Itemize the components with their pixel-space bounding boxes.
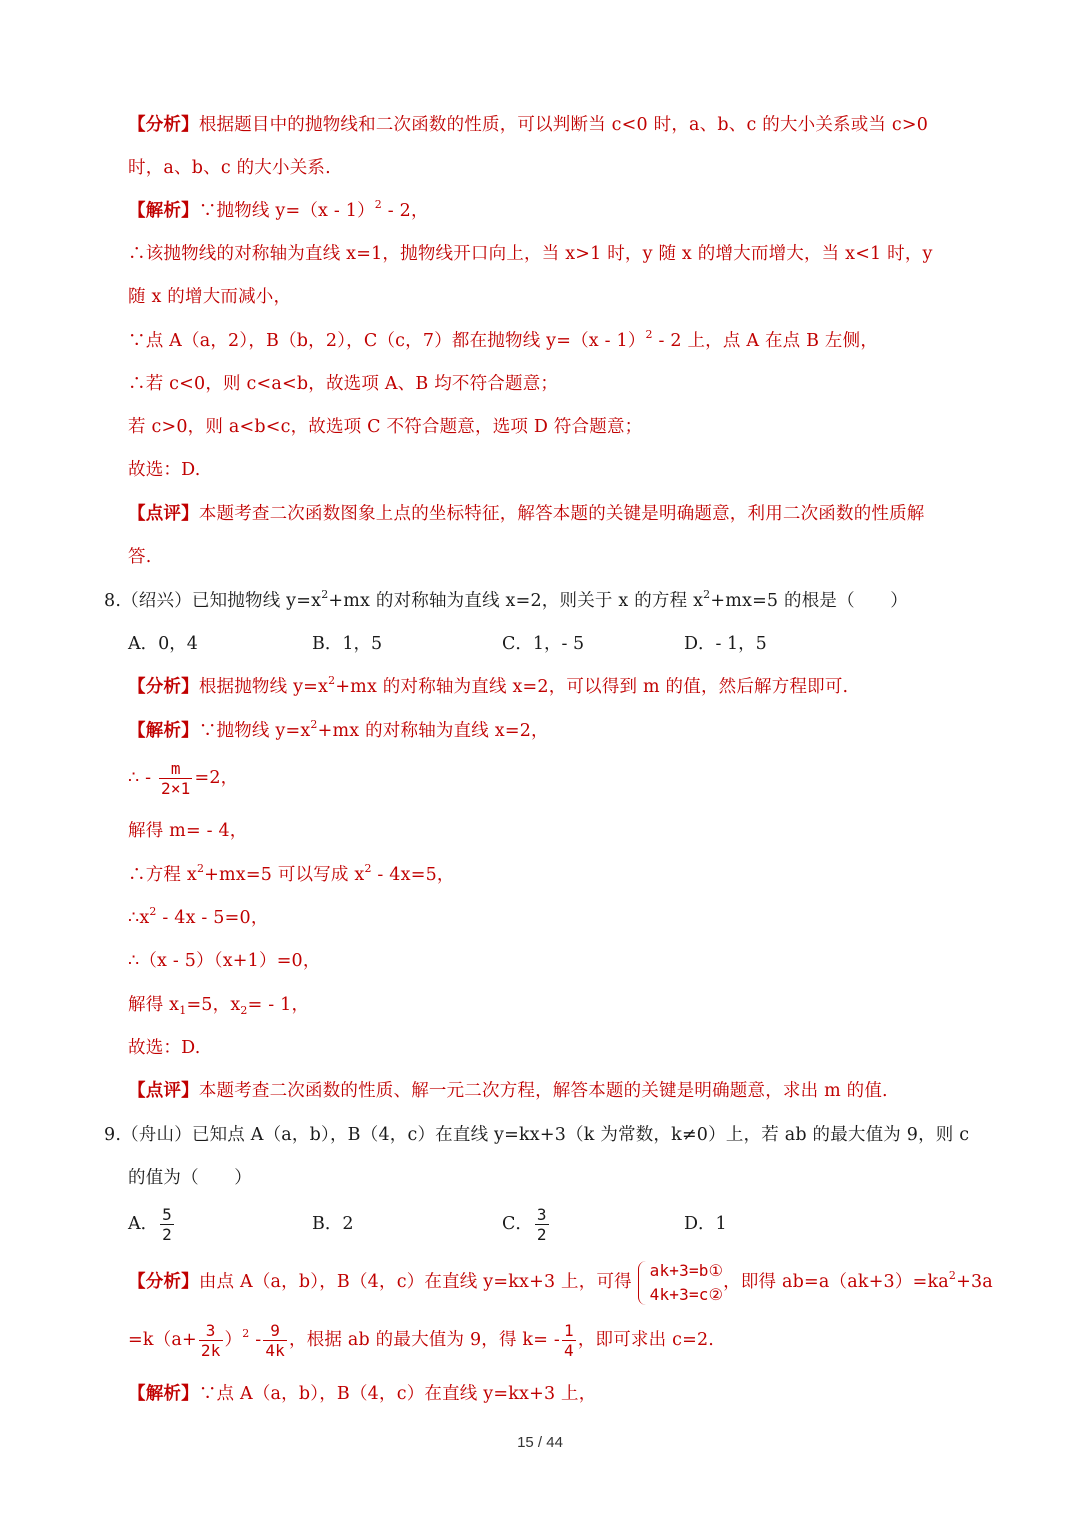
exponent: 2 [196, 862, 205, 875]
solution-text: ∵点 A（a，b），B（4，c）在直线 y=kx+3 上， [198, 1384, 597, 1404]
q7-solution-line-1 [128, 198, 984, 224]
fraction-numerator: 5 [162, 1205, 172, 1224]
q8-comment [128, 1078, 984, 1104]
solution-text: +mx=5 可以写成 x [204, 865, 365, 885]
q9-analysis-line-2 [128, 1318, 984, 1362]
exponent: 2 [364, 862, 372, 875]
analysis-text: - [249, 1330, 262, 1350]
fraction-denominator: 2 [162, 1225, 172, 1244]
analysis-text: 根据题目中的抛物线和二次函数的性质，可以判断当 c<0 时，a、b、c 的大小关系或当 c>0 [198, 115, 929, 135]
q8-option-d[interactable]: D．- 1，5 [684, 634, 767, 654]
exponent: 2 [321, 588, 329, 601]
fraction-denominator: 4k [265, 1341, 286, 1360]
q8-solution-line-3: 解得 m= - 4， [128, 821, 248, 841]
analysis-text: ，即可求出 c=2. [577, 1330, 715, 1350]
equation-system [638, 1259, 724, 1307]
solution-text: =2， [194, 768, 239, 788]
q9-option-b[interactable]: B．2 [312, 1214, 354, 1234]
stem-text: +mx 的对称轴为直线 x=2，则关于 x 的方程 x [328, 591, 704, 611]
analysis-tag: 【分析】 [128, 1272, 199, 1292]
solution-tag: 【解析】 [128, 721, 199, 741]
q8-solution-line-7 [128, 992, 984, 1018]
q7-comment-line-1 [128, 501, 984, 527]
fraction-numerator: 1 [563, 1321, 574, 1340]
stem-text: +mx=5 的根是（ ） [710, 591, 908, 611]
stem-text: 8.（绍兴）已知抛物线 y=x [104, 591, 322, 611]
comment-text: 本题考查二次函数图象上点的坐标特征，解答本题的关键是明确题意，利用二次函数的性质解 [198, 504, 925, 524]
solution-text: ∴方程 x [128, 865, 197, 885]
fraction-m-over-2x1 [159, 759, 193, 798]
solution-text: 解得 x [128, 995, 180, 1015]
fraction-numerator: 9 [263, 1321, 287, 1341]
solution-text: - 2 上，点 A 在点 B 左侧， [652, 331, 879, 351]
q8-answer: 故选：D. [128, 1038, 201, 1058]
solution-text: =5，x [186, 995, 241, 1015]
q9-stem-line-1: 9.（舟山）已知点 A（a，b），B（4，c）在直线 y=kx+3（k 为常数，k≠0）上，若 ab 的最大值为 9，则 c [104, 1125, 970, 1145]
q9-stem-line-2: 的值为（ ） [128, 1168, 252, 1188]
fraction-5-over-2 [160, 1205, 174, 1244]
q8-solution-line-1 [128, 718, 984, 744]
fraction-9-over-4k [263, 1321, 287, 1360]
solution-text: = - 1， [247, 995, 310, 1015]
analysis-text: 根据抛物线 y=x [198, 677, 329, 697]
q7-solution-line-4 [128, 328, 984, 354]
fraction-denominator: 2k [200, 1341, 221, 1360]
subscript: 1 [179, 1004, 187, 1017]
fraction-numerator: 3 [199, 1321, 223, 1341]
equation-row-1: ak+3=b① [649, 1260, 724, 1280]
q9-option-d[interactable]: D．1 [684, 1214, 727, 1234]
page-number: 15 / 44 [517, 1434, 563, 1451]
q7-solution-line-2: ∴该抛物线的对称轴为直线 x=1，抛物线开口向上，当 x>1 时，y 随 x 的增大而增大，当 x<1 时，y [128, 244, 933, 264]
q7-solution-line-3: 随 x 的增大而减小， [128, 287, 292, 307]
analysis-text: ，即得 ab=a（ak+3）=ka [723, 1272, 949, 1292]
exponent: 2 [328, 674, 336, 687]
solution-text: +mx 的对称轴为直线 x=2， [317, 721, 549, 741]
fraction-numerator: 3 [536, 1205, 547, 1224]
comment-tag: 【点评】 [128, 1081, 199, 1101]
solution-text: - 4x=5， [371, 865, 455, 885]
solution-text: - 4x - 5=0， [156, 908, 269, 928]
fraction-denominator: 2×1 [160, 779, 191, 798]
brace [638, 1261, 647, 1305]
option-label: C． [502, 1214, 533, 1234]
comment-tag: 【点评】 [128, 504, 199, 524]
q9-option-c[interactable] [502, 1204, 551, 1244]
solution-text: ∴ - [128, 768, 152, 788]
fraction-3-over-2k [199, 1321, 223, 1360]
q8-solution-line-4 [128, 862, 984, 888]
analysis-text: =k（a+ [128, 1330, 197, 1350]
q7-analysis-line-1 [128, 112, 984, 138]
q8-option-c[interactable]: C．1，- 5 [502, 634, 585, 654]
q7-analysis-line-2: 时，a、b、c 的大小关系. [128, 158, 331, 178]
exponent: 2 [645, 328, 653, 341]
q8-option-b[interactable]: B．1，5 [312, 634, 383, 654]
solution-tag: 【解析】 [128, 1384, 199, 1404]
analysis-text: +mx 的对称轴为直线 x=2，可以得到 m 的值，然后解方程即可. [335, 677, 849, 697]
exponent: 2 [310, 718, 318, 731]
exponent: 2 [703, 588, 711, 601]
fraction-denominator: 2 [536, 1225, 547, 1244]
equation-row-2: 4k+3=c② [649, 1284, 724, 1304]
q8-stem [104, 588, 984, 614]
analysis-text: +3a [956, 1272, 993, 1292]
fraction-numerator: m [159, 759, 193, 779]
q8-solution-line-6: ∴（x - 5）（x+1）=0， [128, 951, 321, 971]
q8-solution-line-2 [128, 758, 984, 798]
fraction-denominator: 4 [563, 1341, 574, 1360]
subscript: 2 [240, 1004, 248, 1017]
q7-solution-line-5: ∴若 c<0，则 c<a<b，故选项 A、B 均不符合题意； [128, 374, 559, 394]
solution-text: ∵抛物线 y=（x - 1） [198, 201, 375, 221]
fraction-3-over-2 [535, 1205, 549, 1244]
solution-text: ∵抛物线 y=x [198, 721, 311, 741]
exponent: 2 [374, 198, 382, 211]
fraction-1-over-4 [562, 1321, 576, 1360]
q8-solution-line-5 [128, 905, 984, 931]
q9-analysis-line-1 [128, 1256, 993, 1308]
solution-tag: 【解析】 [128, 201, 199, 221]
q7-answer: 故选：D. [128, 460, 201, 480]
exponent: 2 [242, 1327, 250, 1340]
exponent: 2 [149, 905, 157, 918]
q9-solution-line-1 [128, 1381, 984, 1407]
q8-option-a[interactable]: A．0，4 [128, 634, 198, 654]
analysis-text: ） [224, 1330, 243, 1350]
exponent: 2 [948, 1269, 957, 1282]
q7-solution-line-6: 若 c>0，则 a<b<c，故选项 C 不符合题意，选项 D 符合题意； [128, 417, 643, 437]
solution-text: ∵点 A（a，2），B（b，2），C（c，7）都在抛物线 y=（x - 1） [128, 331, 646, 351]
analysis-text: 由点 A（a，b），B（4，c）在直线 y=kx+3 上，可得 [198, 1272, 632, 1292]
q9-option-a[interactable] [128, 1204, 176, 1244]
analysis-tag: 【分析】 [128, 115, 199, 135]
q8-analysis [128, 674, 984, 700]
comment-text: 本题考查二次函数的性质、解一元二次方程，解答本题的关键是明确题意，求出 m 的值. [198, 1081, 888, 1101]
analysis-tag: 【分析】 [128, 677, 199, 697]
option-label: A． [128, 1214, 159, 1234]
analysis-text: ，根据 ab 的最大值为 9，得 k= - [289, 1330, 560, 1350]
q7-comment-line-2: 答. [128, 547, 152, 567]
solution-text: ∴x [128, 908, 150, 928]
solution-text: - 2， [381, 201, 429, 221]
